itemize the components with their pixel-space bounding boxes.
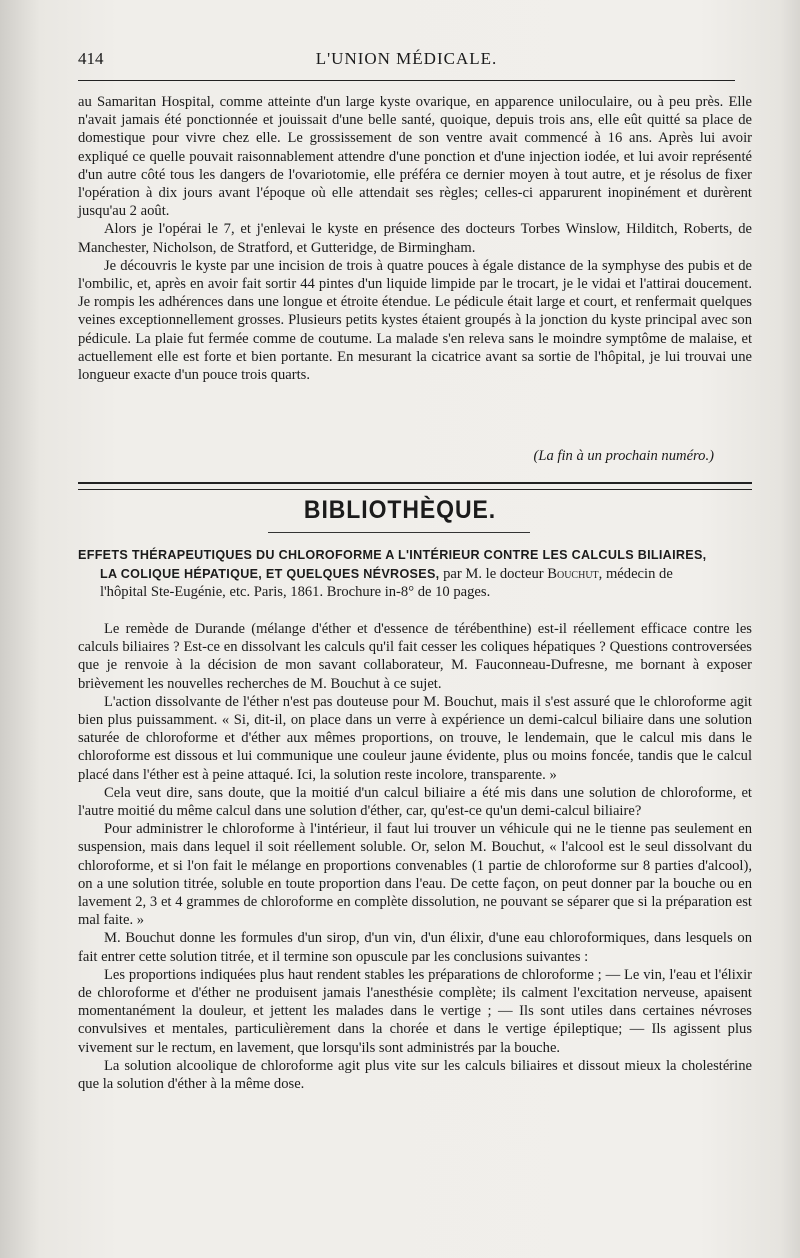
book-title-line: [78, 565, 752, 584]
review-paragraph: Le remède de Durande (mélange d'éther et d'essence de térébenthine) est-il réellement efficace contre les calculs biliaires ? Est-ce en dissolvant les calculs qu'il fait cesser les coliques hépatiques ? Questions controversées que je renvoie à la décision de mon savant collaborateur, M. Fauconneau-Dufresne, me bornant à exposer brièvement les nouvelles recherches de M. Bouchut à ce sujet.: [78, 621, 752, 692]
journal-title: L'UNION MÉDICALE.: [315, 49, 498, 68]
review-body: [78, 620, 752, 1093]
book-title-line: EFFETS THÉRAPEUTIQUES DU CHLOROFORME A L'INTÉRIEUR CONTRE LES CALCULS BILIAIRES,: [78, 548, 707, 562]
section-divider: [78, 482, 752, 490]
review-paragraph: M. Bouchut donne les formules d'un sirop, d'un vin, d'un élixir, d'une eau chloroformiques, dans lesquels on fait entrer cette solution titrée, et il termine son opuscule par les conclusions suivantes :: [78, 930, 752, 965]
title-underline: [268, 532, 530, 533]
article-paragraph: Je découvris le kyste par une incision de trois à quatre pouces à égale distance de la symphyse des pubis et de l'ombilic, et, après en avoir fait sortir 44 pintes d'un liquide limpide par le trocart, je le vidai et l'attirai doucement. Je rompis les adhérences dans une longue et étroite étendue. Le pédicule était large et court, et renfermait quelques veines exceptionnellement grosses. Plusieurs petits kystes étaient groupés à la jonction du kyste principal avec son pédicule. La plaie fut fermée comme de coutume. La malade s'en releva sans le moindre symptôme de malaise, et actuellement elle est forte et bien portante. En mesurant la cicatrice avant sa sortie de l'hôpital, je lui trouvai une longueur exacte d'un pouce trois quarts.: [78, 257, 752, 384]
book-byline: par M. le docteur: [439, 565, 548, 582]
book-title-caps: LA COLIQUE HÉPATIQUE, ET QUELQUES NÉVROSES,: [100, 566, 440, 581]
book-byline-end: , médecin de: [598, 565, 673, 582]
review-paragraph: Les proportions indiquées plus haut rendent stables les préparations de chloroforme ; — Le vin, l'eau et l'élixir de chloroforme et d'éther ne produisent jamais l'anesthésie complète; ils calment l'excitation nerveuse, apaisent momentanément la douleur, et jettent les malades dans le vertige ; — Ils sont utiles dans certaines névroses convulsives et mentales, particulièrement dans la chorée et dans le vertige épileptique; — Ils agissent plus vivement sur le rectum, en lavement, que lorsqu'ils sont administrés par la bouche.: [78, 966, 752, 1056]
header-rule: [78, 80, 735, 81]
continuation-note: (La fin à un prochain numéro.): [533, 448, 714, 464]
article-paragraph: au Samaritan Hospital, comme atteinte d'un large kyste ovarique, en apparence uniloculaire, ou à peu près. Elle n'avait jamais été ponctionnée et jouissait d'une belle santé, quoique, depuis trois ans, elle eût quitté sa place de domestique pour vivre chez elle. Le grossissement de son ventre avait commencé à 16 ans. Après lui avoir expliqué ce quelle pouvait raisonnablement attendre d'une ponction et d'une injection iodée, et lui avoir représenté d'un autre côté tous les dangers de l'ovariotomie, elle préféra ce dernier moyen à tout autre, et je résolus de fixer l'opération à dix jours avant l'époque où elle attendait ses règles; celles-ci apparurent inopinément et durèrent jusqu'au 2 août.: [78, 94, 752, 220]
article-continued: [78, 93, 752, 384]
page-number: 414: [78, 49, 104, 68]
review-paragraph: Cela veut dire, sans doute, que la moitié d'un calcul biliaire a été mis dans une solution de chloroforme, et l'autre moitié du même calcul dans une solution d'éther, car, qu'est-ce qu'un demi-calcul biliaire?: [78, 784, 752, 820]
article-paragraph: Alors je l'opérai le 7, et j'enlevai le kyste en présence des docteurs Torbes Winslow, Hilditch, Roberts, de Manchester, Nicholson, de Stratford, et Gutteridge, de Birmingham.: [78, 221, 752, 256]
book-publication: l'hôpital Ste-Eugénie, etc. Paris, 1861. Brochure in-8° de 10 pages.: [100, 584, 491, 601]
section-title: BIBLIOTHÈQUE.: [303, 496, 497, 524]
review-paragraph: Pour administrer le chloroforme à l'intérieur, il faut lui trouver un véhicule qui ne le tienne pas seulement en suspension, mais dans lequel il soit réellement soluble. Or, selon M. Bouchut, « l'alcool est le seul dissolvant du chloroforme, et si l'on fait le mélange en proportions convenables (1 partie de chloroforme sur 8 parties d'alcool), on a une solution titrée, soluble en toute proportion dans l'eau. De cette façon, on peut donner par la bouche ou en lavement 2, 3 et 4 grammes de chloroforme en complète dissolution, ne pouvant se séparer que si la préparation est mal faite. »: [78, 821, 752, 929]
review-paragraph: L'action dissolvante de l'éther n'est pas douteuse pour M. Bouchut, mais il s'est assuré que le chloroforme agit bien plus puissamment. « Si, dit-il, on place dans un verre à expérience un demi-calcul biliaire dans une solution saturée de chloroforme et d'éther aux mêmes proportions, on trouve, le lendemain, que le calcul mis dans le chloroforme est dissous et lui communique une couleur jaune évidente, plus ou moins foncée, tandis que le calcul placé dans l'éther est à peine attaqué. Ici, la solution reste incolore, transparente. »: [78, 693, 752, 783]
book-reference: [78, 546, 752, 602]
review-paragraph: La solution alcoolique de chloroforme agit plus vite sur les calculs biliaires et dissout mieux la cholestérine que la solution d'éther à la même dose.: [78, 1057, 752, 1093]
book-author: Bouchut: [547, 565, 599, 582]
page-header: [78, 45, 735, 73]
